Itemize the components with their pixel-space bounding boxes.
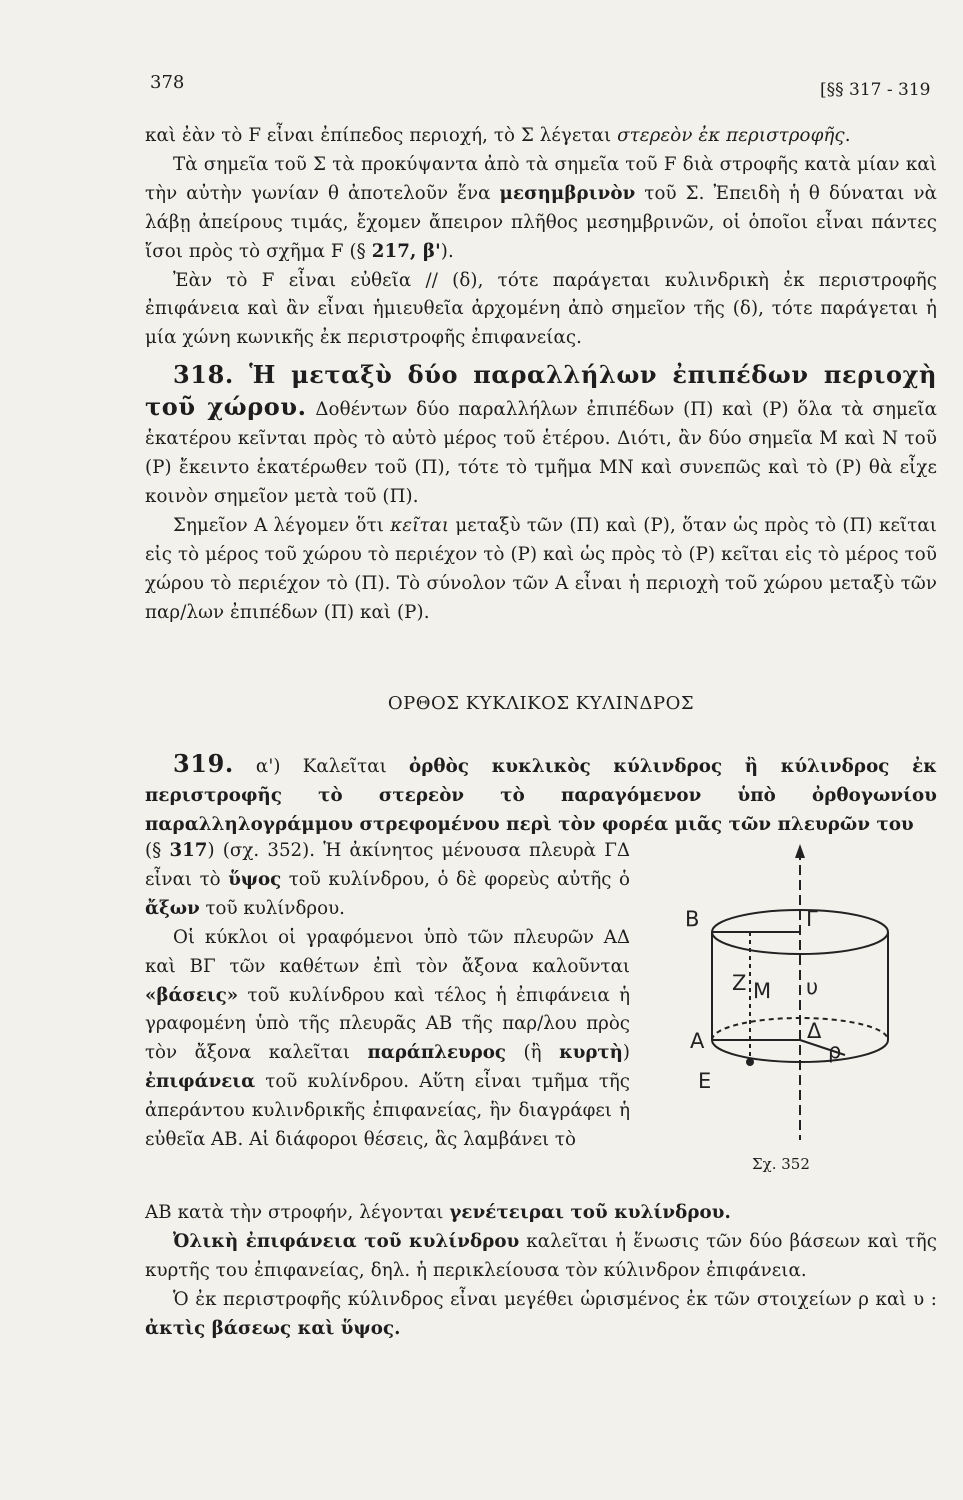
- figure-caption: Σχ. 352: [752, 1155, 810, 1173]
- section-318-title: 318. Ἡ μεταξὺ δύο παραλλήλων ἐπιπέδων περιοχὴ τοῦ χώρου.: [145, 360, 937, 422]
- section-319-body: (§ 317) (σχ. 352). Ἡ ἀκίνητος μένουσα πλευρὰ ΓΔ εἶναι τὸ ὕψος τοῦ κυλίνδρου, ὁ δὲ φορεὺς αὐτῆς ὁ ἄξων τοῦ κυλίνδρου. Οἱ κύκλοι οἱ γραφόμενοι ὑπὸ τῶν πλευρῶν ΑΔ καὶ ΒΓ τῶν καθέτων ἐπὶ τὸν ἄξονα καλοῦνται «βάσεις» τοῦ κυλίνδρου καὶ τέλος ἡ ἐπιφάνεια ἡ γραφομένη ὑπὸ τῆς πλευρᾶς ΑΒ τῆς παρ/λου πρὸς τὸν ἄξονα καλεῖται παράπλευρος (ἢ κυρτὴ) ἐπιφάνεια τοῦ κυλίνδρου. Αὕτη εἶναι τμῆμα τῆς ἀπεράντου κυλινδρικῆς ἐπιφανείας, ἣν διαγράφει ἡ εὐθεῖα ΑΒ. Αἱ διάφοροι θέσεις, ἃς λαμβάνει τὸ: [145, 837, 630, 1155]
- paragraph-point-between: Σημεῖον Α λέγομεν ὅτι κεῖται μεταξὺ τῶν (Π) καὶ (Ρ), ὅταν ὡς πρὸς τὸ (Π) κεῖται εἰς τὸ μέρος τοῦ χώρου τὸ περιέχον τὸ (Ρ) καὶ ὡς πρὸς τὸ (Ρ) κεῖται εἰς τὸ μέρος τοῦ χώρου τὸ περιέχον τὸ (Π). Τὸ σύνολον τῶν Α εἶναι ἡ περιοχὴ τοῦ χώρου μεταξὺ τῶν παρ/λων ἐπιπέδων (Π) καὶ (Ρ).: [145, 514, 937, 623]
- label-M: Μ: [753, 979, 772, 1003]
- chapter-title: ΟΡΘΟΣ ΚΥΚΛΙΚΟΣ ΚΥΛΙΝΔΡΟΣ: [387, 693, 695, 714]
- point-E: [747, 1059, 753, 1065]
- paragraph-meridian: Τὰ σημεῖα τοῦ Σ τὰ προκύψαντα ἀπὸ τὰ σημεῖα τοῦ F διὰ στροφῆς κατὰ μίαν καὶ τὴν αὐτὴν γωνίαν θ ἀποτελοῦν ἕνα μεσημβρινὸν τοῦ Σ. Ἐπειδὴ ἡ θ δύναται νὰ λάβῃ ἀπείρους τιμάς, ἔχομεν ἄπειρον πλῆθος μεσημβρινῶν, οἱ ὁποῖοι εἶναι πάντες ἴσοι πρὸς τὸ σχῆμα F (§ 217, β').: [145, 153, 937, 262]
- label-rho: ρ: [828, 1039, 842, 1063]
- paragraph-total-surface: Ὀλικὴ ἐπιφάνεια τοῦ κυλίνδρου καλεῖται ἡ ἕνωσις τῶν δύο βάσεων καὶ τῆς κυρτῆς του ἐπιφανείας, δηλ. ἡ περικλείουσα τὸν κύλινδρον ἐπιφάνεια.: [145, 1230, 937, 1281]
- lower-text-block: ΑΒ κατὰ τὴν στροφήν, λέγονται γενέτειραι τοῦ κυλίνδρου. Ὀλικὴ ἐπιφάνεια τοῦ κυλίνδρου καλεῖται ἡ ἕνωσις τῶν δύο βάσεων καὶ τῆς κυρτῆς του ἐπιφανείας, δηλ. ἡ περικλείουσα τὸν κύλινδρον ἐπιφάνεια. Ὁ ἐκ περιστροφῆς κύλινδρος εἶναι μεγέθει ὡρισμένος ἐκ τῶν στοιχείων ρ καὶ υ : ἀκτὶς βάσεως καὶ ὕψος.: [145, 1199, 937, 1344]
- label-Z: Ζ: [732, 971, 747, 995]
- upper-text-block: [145, 122, 937, 627]
- cylinder-figure: [640, 840, 940, 1180]
- label-E: Ε: [698, 1069, 712, 1093]
- paragraph-bases: Οἱ κύκλοι οἱ γραφόμενοι ὑπὸ τῶν πλευρῶν ΑΔ καὶ ΒΓ τῶν καθέτων ἐπὶ τὸν ἄξονα καλοῦνται «βάσεις» τοῦ κυλίνδρου καὶ τέλος ἡ ἐπιφάνεια ἡ γραφομένη ὑπὸ τῆς πλευρᾶς ΑΒ τῆς παρ/λου πρὸς τὸν ἄξονα καλεῖται παράπλευρος (ἢ κυρτὴ) ἐπιφάνεια τοῦ κυλίνδρου. Αὕτη εἶναι τμῆμα τῆς ἀπεράντου κυλινδρικῆς ἐπιφανείας, ἣν διαγράφει ἡ εὐθεῖα ΑΒ. Αἱ διάφοροι θέσεις, ἃς λαμβάνει τὸ: [145, 926, 630, 1151]
- section-318: 318. Ἡ μεταξὺ δύο παραλλήλων ἐπιπέδων περιοχὴ τοῦ χώρου. Δοθέντων δύο παραλλήλων ἐπιπέδων (Π) καὶ (Ρ) ὅλα τὰ σημεῖα ἑκατέρου κεῖνται πρὸς τὸ αὐτὸ μέρος τοῦ ἑτέρου. Διότι, ἂν δύο σημεῖα Μ καὶ Ν τοῦ (Ρ) ἔκειντο ἑκατέρωθεν τοῦ (Π), τότε τὸ τμῆμα ΜΝ καὶ συνεπῶς καὶ τὸ (Ρ) θὰ εἶχε κοινὸν σημεῖον μετὰ τοῦ (Π).: [145, 360, 937, 507]
- label-B: Β: [685, 907, 700, 931]
- paragraph-cylindrical-surface: Ἐὰν τὸ F εἶναι εὐθεῖα // (δ), τότε παράγεται κυλινδρικὴ ἐκ περιστροφῆς ἐπιφάνεια καὶ ἂν εἶναι ἡμιευθεῖα ἀρχομένη ἀπὸ σημεῖον τῆς (δ), τότε παράγεται ἡ μία χώνη κωνικῆς ἐκ περιστροφῆς ἐπιφανείας.: [145, 269, 937, 349]
- label-A: Α: [690, 1029, 705, 1053]
- section-319-intro: 319. α') Καλεῖται ὀρθὸς κυκλικὸς κύλινδρος ἢ κύλινδρος ἐκ περιστροφῆς τὸ στερεὸν τὸ παραγόμενον ὑπὸ ὀρθογωνίου παραλληλογράμμου στρεφομένου περὶ τὸν φορέα μιᾶς τῶν πλευρῶν του: [145, 749, 937, 835]
- label-D: Δ: [807, 1019, 822, 1043]
- page-number: 378: [150, 72, 185, 93]
- paragraph-solid-of-revolution: καὶ ἐὰν τὸ F εἶναι ἐπίπεδος περιοχή, τὸ Σ λέγεται στερεὸν ἐκ περιστροφῆς.: [145, 125, 851, 146]
- section-reference: [§§ 317 - 319: [820, 80, 931, 100]
- label-upsilon: υ: [806, 975, 819, 999]
- axis-arrow: [795, 844, 805, 858]
- paragraph-determined: Ὁ ἐκ περιστροφῆς κύλινδρος εἶναι μεγέθει ὡρισμένος ἐκ τῶν στοιχείων ρ καὶ υ : ἀκτὶς βάσεως καὶ ὕψος.: [145, 1288, 937, 1339]
- section-319-number: 319.: [173, 749, 234, 778]
- label-G: Γ: [806, 907, 818, 931]
